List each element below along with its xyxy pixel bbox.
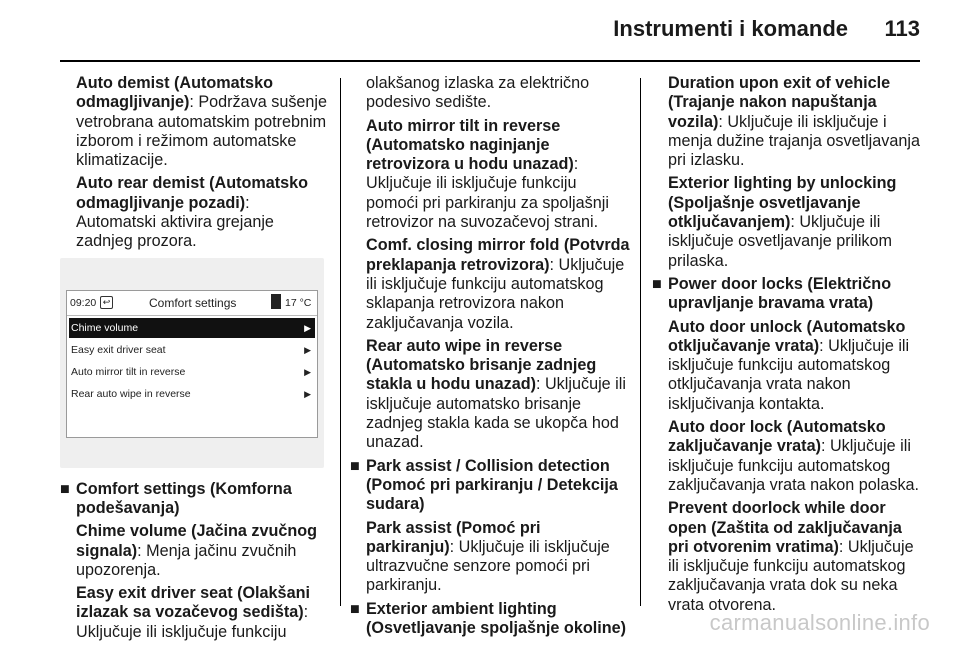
- bullet-icon: ■: [350, 456, 360, 475]
- display-screen: [66, 290, 318, 438]
- column-1: [60, 74, 330, 646]
- bullet-power-door-locks: ■ Power door locks (Električno upravljanje bravama vrata): [652, 274, 892, 313]
- page-number: 113: [884, 16, 920, 41]
- entry-mirror-fold: Comf. closing mirror fold (Potvrda preklapanja retrovizora): Uključuje ili isključuje funkciju automatskog sklapanja retrovizora nakon zaključavanja vozila.: [366, 236, 630, 332]
- menu-item-rear-wipe[interactable]: Rear auto wipe in reverse ▶: [71, 387, 311, 400]
- chevron-right-icon: ▶: [304, 344, 311, 355]
- back-icon[interactable]: ↩: [100, 296, 113, 309]
- column-divider-2: [640, 78, 641, 606]
- header-rule: [60, 60, 920, 62]
- entry-mirror-tilt: Auto mirror tilt in reverse (Automatsko naginjanje retrovizora u hodu unazad): Uključuje ili isključuje funkciju pomoći pri parkiranju za spoljašnji retrovizor na suvozačevoj strani.: [366, 116, 609, 232]
- entry-prevent-doorlock: Prevent doorlock while door open (Zaštita od zaključavanja pri otvorenim vratima): Uključuje ili isključuje funkciju automatskog zaključavanja vrata dok su neka vrata otvorena.: [668, 499, 914, 614]
- display-title: Comfort settings: [149, 295, 237, 310]
- column-2: [350, 74, 630, 642]
- entry-chime-volume: Chime volume (Jačina zvučnog signala): Menja jačinu zvučnih upozorenja.: [76, 522, 318, 579]
- page-header: [0, 0, 960, 62]
- entry-park-assist: Park assist (Pomoć pri parkiranju): Uključuje ili isključuje ultrazvučne senzore pomoći pri parkiranju.: [366, 518, 610, 595]
- display-temperature: 17 °C: [285, 296, 312, 309]
- entry-exit-duration: Duration upon exit of vehicle (Trajanje nakon napuštanja vozila): Uključuje ili isključuje i menja dužine trajanja osvetljavanja pri izlasku.: [668, 74, 920, 170]
- chevron-right-icon: ▶: [304, 366, 311, 377]
- display-time: 09:20: [70, 296, 97, 309]
- column-3: [652, 74, 927, 619]
- entry-auto-lock: Auto door lock (Automatsko zaključavanje vrata): Uključuje ili isključuje funkciju automatskog zaključavanja vrata nakon polaska.: [668, 418, 920, 494]
- page-title: Instrumenti i komande: [613, 16, 848, 41]
- menu-item-mirror-tilt[interactable]: Auto mirror tilt in reverse ▶: [71, 365, 311, 378]
- chevron-right-icon: ▶: [304, 322, 311, 333]
- display-status-bar: [67, 291, 317, 316]
- entry-easy-exit: Easy exit driver seat (Olakšani izlazak sa vozačevog sedišta): Uključuje ili isključuje funkciju: [76, 584, 310, 641]
- menu-item-easy-exit[interactable]: Easy exit driver seat ▶: [71, 343, 311, 356]
- entry-auto-unlock: Auto door unlock (Automatsko otključavanje vrata): Uključuje ili isključuje funkciju automatskog otključavanja vrata nakon isključivanja kontakta.: [668, 317, 910, 413]
- comfort-settings-screenshot: [60, 258, 324, 468]
- bullet-icon: ■: [652, 274, 662, 293]
- column-divider-1: [340, 78, 341, 606]
- bullet-comfort-settings: ■ Comfort settings (Komforna podešavanja): [60, 479, 292, 517]
- watermark: carmanualsonline.info: [709, 610, 930, 635]
- entry-auto-demist: Auto demist (Automatsko odmagljivanje): Podržava sušenje vetrobrana automatskim potrebnim izborom i režimom automatske klimatizacije.: [76, 74, 328, 170]
- entry-continuation: olakšanog izlaska za električno podesivo sedište.: [366, 74, 590, 112]
- chevron-right-icon: ▶: [304, 388, 311, 399]
- bullet-park-assist: ■ Park assist / Collision detection (Pomoć pri parkiranju / Detekcija sudara): [350, 456, 618, 514]
- menu-item-chime-volume[interactable]: Chime volume ▶: [69, 318, 315, 338]
- bullet-icon: ■: [60, 479, 70, 498]
- bullet-exterior-lighting: ■ Exterior ambient lighting (Osvetljavanje spoljašnje okoline): [350, 599, 626, 638]
- bullet-icon: ■: [350, 599, 360, 618]
- entry-unlock-lighting: Exterior lighting by unlocking (Spoljašnje osvetljavanje otključavanjem): Uključuje ili isključuje osvetljavanje prilikom prilaska.: [668, 174, 897, 270]
- entry-rear-wipe: Rear auto wipe in reverse (Automatsko brisanje zadnjeg stakla u hodu unazad): Uključuje ili isključuje automatsko brisanje zadnjeg stakla kada se ukopča hod unazad.: [366, 336, 626, 452]
- entry-auto-rear-demist: Auto rear demist (Automatsko odmagljivanje pozadi): Automatski aktivira grejanje zadnjeg prozora.: [76, 174, 309, 251]
- temperature-icon: [271, 294, 281, 309]
